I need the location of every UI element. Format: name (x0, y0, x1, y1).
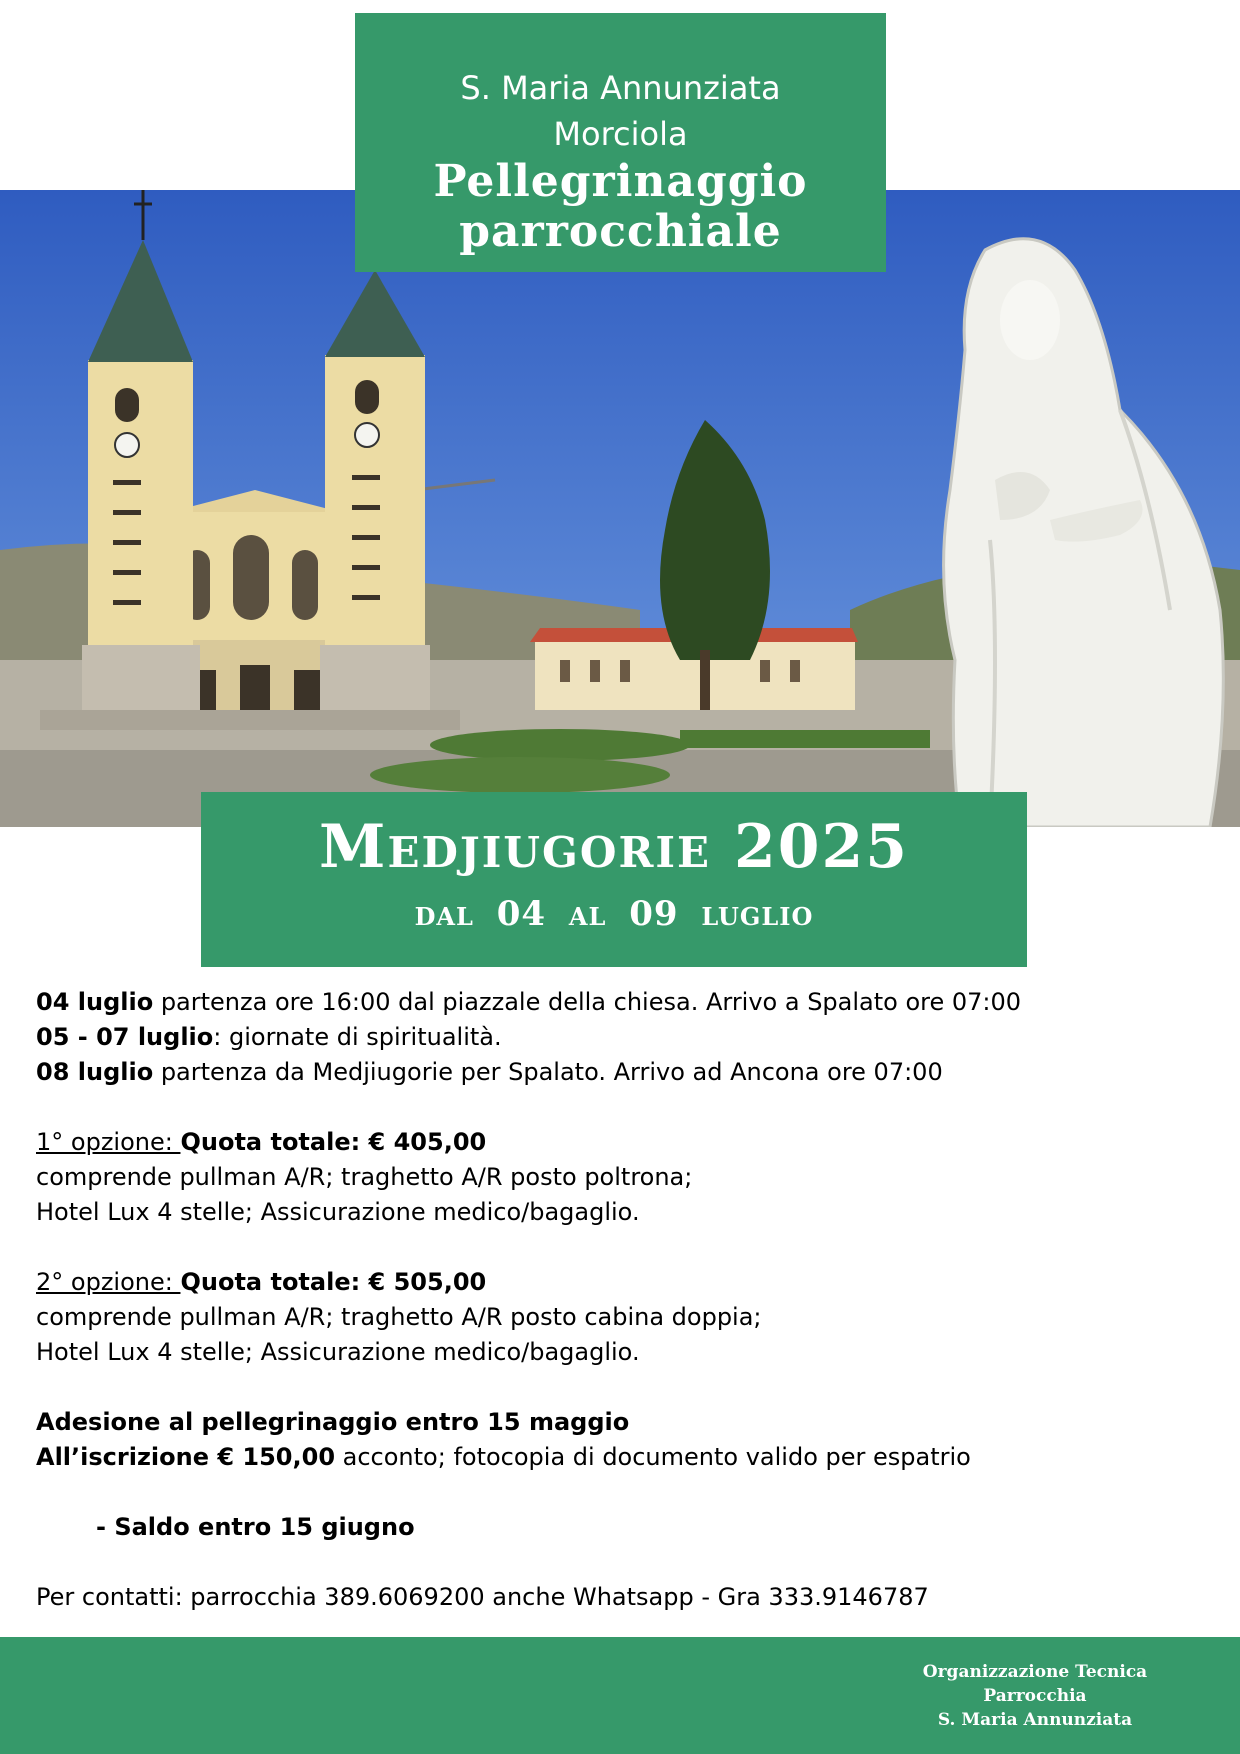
organizer-credit (900, 1660, 1170, 1732)
option-price: Quota totale: € 505,00 (180, 1268, 487, 1296)
option-label: 2° opzione: (36, 1268, 181, 1296)
itinerary-text: partenza ore 16:00 dal piazzale della chiesa. Arrivo a Spalato ore 07:00 (153, 988, 1022, 1016)
itinerary-item (36, 985, 1216, 1020)
option-2-header (36, 1265, 1216, 1300)
event-title-line-2: parrocchiale (459, 206, 782, 257)
itinerary-text: : giornate di spiritualità. (213, 1023, 502, 1051)
deposit-line (36, 1440, 1216, 1475)
itinerary-item (36, 1020, 1216, 1055)
trip-dates: dal 04 al 09 luglio (414, 894, 814, 934)
balance-line (36, 1510, 1216, 1545)
parish-name (355, 13, 886, 157)
option-1-header (36, 1125, 1216, 1160)
organizer-line-3: S. Maria Annunziata (937, 1710, 1133, 1730)
event-title-line-1: Pellegrinaggio (433, 156, 808, 207)
deposit-amount: All’iscrizione € 150,00 (36, 1443, 336, 1471)
option-price: Quota totale: € 405,00 (180, 1128, 487, 1156)
option-label: 1° opzione: (36, 1128, 181, 1156)
itinerary-text: partenza da Medjiugorie per Spalato. Arrivo ad Ancona ore 07:00 (153, 1058, 943, 1086)
parish-line-1: S. Maria Annunziata (460, 69, 781, 107)
parish-line-2: Morciola (553, 115, 688, 153)
registration-deadline (36, 1405, 1216, 1440)
registration-deadline-text: Adesione al pellegrinaggio entro 15 maggio (36, 1408, 630, 1436)
option-2-line-1: comprende pullman A/R; traghetto A/R posto cabina doppia; (36, 1303, 762, 1331)
church-photo (0, 190, 1240, 827)
title-box (355, 13, 886, 272)
organizer-line-2: Parrocchia (983, 1686, 1087, 1706)
destination-banner (201, 792, 1027, 967)
balance-text: - Saldo entro 15 giugno (96, 1513, 415, 1541)
organizer-line-1: Organizzazione Tecnica (922, 1662, 1148, 1682)
deposit-text: acconto; fotocopia di documento valido per espatrio (335, 1443, 971, 1471)
option-1-line-1: comprende pullman A/R; traghetto A/R posto poltrona; (36, 1163, 693, 1191)
option-2-line-2: Hotel Lux 4 stelle; Assicurazione medico/bagaglio. (36, 1338, 640, 1366)
option-1-line-2: Hotel Lux 4 stelle; Assicurazione medico/bagaglio. (36, 1198, 640, 1226)
details-text (36, 985, 1216, 1615)
destination-title: Medjiugorie 2025 (319, 812, 909, 882)
itinerary-date: 04 luglio (36, 988, 154, 1016)
itinerary-item (36, 1055, 1216, 1090)
contacts-line: Per contatti: parrocchia 389.6069200 anche Whatsapp - Gra 333.9146787 (36, 1583, 929, 1611)
medjugorje-church-illustration (0, 190, 1240, 827)
itinerary-date: 08 luglio (36, 1058, 154, 1086)
itinerary-date: 05 - 07 luglio (36, 1023, 214, 1051)
